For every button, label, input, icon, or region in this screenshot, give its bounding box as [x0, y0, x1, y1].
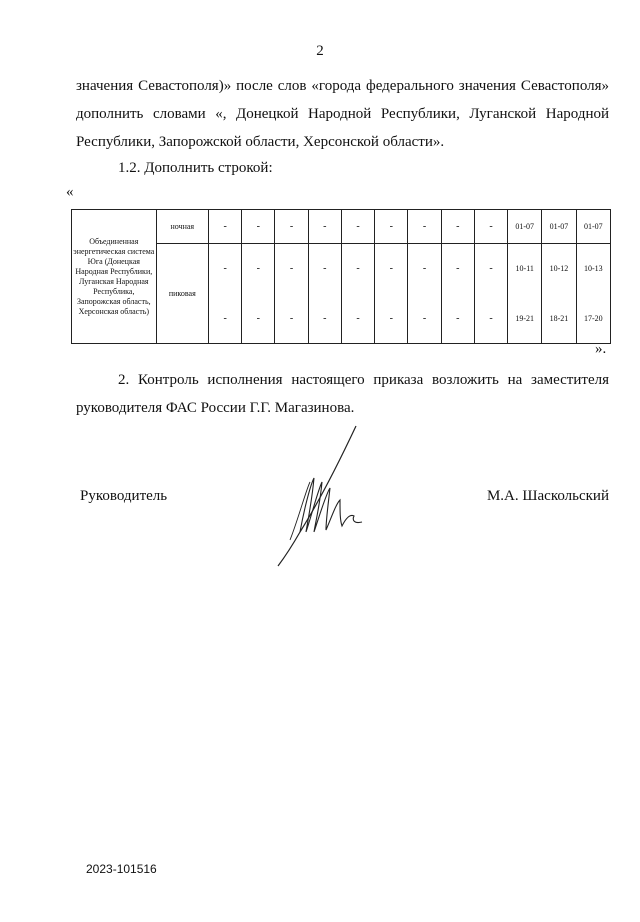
table-value: -: [489, 263, 493, 275]
table-cell: [508, 244, 542, 344]
table-cell: [576, 244, 610, 344]
table-cell: -: [275, 210, 308, 244]
table-cell: 01-07: [576, 210, 610, 244]
region-cell: Объединенная энергетическая система Юга (Донецкая Народная Республики, Луганская Народная Республика, Запорожская область, Херсонская область): [72, 210, 157, 344]
table-value: 17-20: [583, 313, 603, 323]
table-cell: [275, 244, 308, 344]
table-cell: [308, 244, 341, 344]
table-cell: [209, 244, 242, 344]
table-value: -: [223, 312, 227, 324]
paragraph-amendment: [76, 72, 609, 156]
signer-role: Руководитель: [80, 488, 168, 504]
table-cell: [542, 244, 576, 344]
table-cell: 01-07: [508, 210, 542, 244]
table-value: -: [356, 263, 360, 275]
table-value: -: [456, 263, 460, 275]
mode-cell: пиковая: [156, 244, 208, 344]
table-cell: [341, 244, 374, 344]
table-cell: [375, 244, 408, 344]
table-value: -: [256, 312, 261, 324]
table-cell: [408, 244, 441, 344]
quote-open: «: [66, 184, 74, 200]
table-value: 10-13: [583, 264, 603, 274]
paragraph-control: [76, 366, 609, 422]
table-value: -: [323, 263, 327, 275]
table-cell: [441, 244, 474, 344]
table-cell: -: [474, 210, 507, 244]
paragraph-line: 2. Контроль исполнения настоящего приказа возложить на заместителя: [118, 372, 609, 388]
table-value: -: [356, 312, 360, 324]
paragraph-line: Республики, Запорожской области, Херсонской области».: [76, 134, 445, 150]
table-cell: -: [242, 210, 275, 244]
table-value: 19-21: [515, 313, 535, 323]
table-value: 10-11: [515, 264, 534, 274]
paragraph-item-1-2: 1.2. Дополнить строкой:: [118, 160, 273, 176]
table-value: -: [289, 312, 294, 324]
table-cell: -: [408, 210, 441, 244]
paragraph-line: дополнить словами «, Донецкой Народной Республики, Луганской Народной: [76, 106, 609, 122]
page-number: 2: [316, 43, 324, 59]
schedule-table: [71, 209, 611, 344]
table-cell: -: [308, 210, 341, 244]
table-cell: -: [341, 210, 374, 244]
table-value: -: [489, 312, 493, 324]
document-id: 2023-101516: [86, 862, 157, 876]
table-value: -: [456, 312, 460, 324]
table-value: -: [389, 312, 393, 324]
table-value: -: [323, 312, 327, 324]
table-value: -: [223, 263, 227, 275]
handwritten-signature: [270, 420, 380, 570]
table-value: -: [256, 263, 261, 275]
table-cell: [474, 244, 507, 344]
signer-name: М.А. Шаскольский: [486, 488, 609, 504]
table-value: 10-12: [549, 264, 569, 274]
paragraph-line: значения Севастополя)» после слов «города федерального значения Севастополя»: [76, 78, 609, 94]
quote-close: ».: [595, 341, 607, 357]
table-value: -: [422, 312, 427, 324]
mode-cell: ночная: [156, 210, 208, 244]
paragraph-line: руководителя ФАС России Г.Г. Магазинова.: [76, 400, 355, 416]
table-cell: -: [441, 210, 474, 244]
table-value: -: [389, 263, 393, 275]
table-cell: -: [375, 210, 408, 244]
table-value: -: [422, 263, 427, 275]
table-value: 18-21: [549, 313, 569, 323]
table-cell: -: [209, 210, 242, 244]
table-value: -: [289, 263, 294, 275]
table-cell: [242, 244, 275, 344]
table-cell: 01-07: [542, 210, 576, 244]
